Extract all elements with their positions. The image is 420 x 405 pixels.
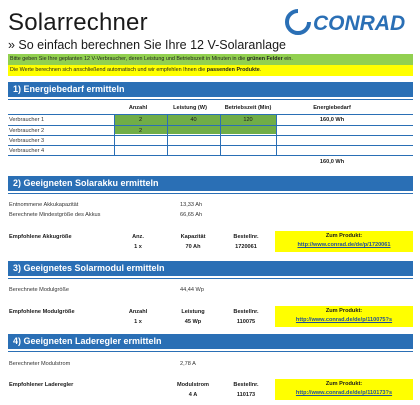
akku-col-kapazitaet: Kapazität xyxy=(180,234,206,240)
regler-product-link[interactable]: http://www.conrad.de/de/p/110173?s xyxy=(295,390,393,396)
modul-berechnet-label: Berechnete Modulgröße xyxy=(9,287,70,293)
section-1-header: 1) Energiebedarf ermitteln xyxy=(8,82,413,97)
akku-mindest-value: 66,65 Ah xyxy=(180,212,203,218)
akku-val-bestellnr: 1720061 xyxy=(235,244,257,250)
row-3-label: Verbraucher 3 xyxy=(9,138,45,144)
info-automatic: Die Werte berechnen sich anschließend automatisch und wir empfehlen Ihnen die passenden Produkte. xyxy=(8,65,413,76)
modul-val-bestellnr: 110075 xyxy=(236,319,256,325)
conrad-logo xyxy=(285,8,413,36)
row-1-label: Verbraucher 1 xyxy=(9,117,45,123)
section-2-rule xyxy=(8,193,413,194)
modul-val-leistung: 45 Wp xyxy=(184,319,202,325)
section-4-rule xyxy=(8,351,413,352)
page-title: Solarrechner xyxy=(8,9,148,36)
row-1-energie: 160,0 Wh xyxy=(319,117,345,123)
modul-col-leistung: Leistung xyxy=(181,309,205,315)
regler-val-bestellnr: 110173 xyxy=(236,392,256,398)
modul-berechnet-value: 44,44 Wp xyxy=(180,287,204,293)
logo-text: CONRAD xyxy=(313,12,406,35)
regler-val-modulstrom: 4 A xyxy=(188,392,198,398)
akku-product-label: Zum Produkt: xyxy=(325,233,363,239)
modul-col-bestellnr: Bestellnr. xyxy=(233,309,259,315)
akku-empfohlen-label: Empfohlene Akkugröße xyxy=(9,234,72,240)
page-subtitle: » So einfach berechnen Sie Ihre 12 V-Solaranlage xyxy=(8,38,286,52)
regler-empfohlen-label: Empfohlener Laderegler xyxy=(9,382,74,388)
row-4-label: Verbraucher 4 xyxy=(9,148,45,154)
akku-val-kapazitaet: 70 Ah xyxy=(185,244,201,250)
akku-col-anz: Anz. xyxy=(132,234,144,240)
akku-val-anz: 1 x xyxy=(134,244,142,250)
section-4-header: 4) Geeigneten Laderegler ermitteln xyxy=(8,334,413,349)
section-3-rule xyxy=(8,278,413,279)
akku-entnommen-value: 13,33 Ah xyxy=(180,202,203,208)
regler-modulstrom-value: 2,78 A xyxy=(180,361,196,367)
row-1-anzahl-input[interactable]: 2 xyxy=(138,117,143,123)
section-2-header: 2) Geeigneten Solarakku ermitteln xyxy=(8,176,413,191)
col-anzahl-header: Anzahl xyxy=(128,105,148,111)
modul-product-link[interactable]: http://www.conrad.de/de/p/110075?s xyxy=(295,317,393,323)
row-2-label: Verbraucher 2 xyxy=(9,128,45,134)
modul-product-label: Zum Produkt: xyxy=(325,308,363,314)
row-2-anzahl-input[interactable]: 2 xyxy=(138,128,143,134)
akku-mindest-label: Berechnete Mindestgröße des Akkus xyxy=(9,212,101,218)
regler-col-modulstrom: Modulstrom xyxy=(176,382,209,388)
energie-total: 160,0 Wh xyxy=(319,159,345,165)
section-1-rule xyxy=(8,99,413,100)
akku-col-bestellnr: Bestellnr. xyxy=(233,234,259,240)
section-3-header: 3) Geeignetes Solarmodul ermitteln xyxy=(8,261,413,276)
regler-modulstrom-label: Berechneter Modulstrom xyxy=(9,361,71,367)
col-betriebszeit-header: Betriebszeit (Min) xyxy=(224,105,272,111)
modul-col-anzahl: Anzahl xyxy=(128,309,148,315)
regler-col-bestellnr: Bestellnr. xyxy=(233,382,259,388)
akku-entnommen-label: Entnommene Akkukapazität xyxy=(9,202,79,208)
row-1-leistung-input[interactable]: 40 xyxy=(190,117,197,123)
regler-product-label: Zum Produkt: xyxy=(325,381,363,387)
akku-product-link[interactable]: http://www.conrad.de/de/p/1720061 xyxy=(297,242,391,248)
modul-empfohlen-label: Empfohlene Modulgröße xyxy=(9,309,75,315)
col-leistung-header: Leistung (W) xyxy=(173,105,207,111)
info-instructions: Bitte geben Sie Ihre geplanten 12 V-Verbraucher, deren Leistung und Betriebszeit in Minuten in die grünen Felder ein. xyxy=(8,54,413,65)
row-1-zeit-input[interactable]: 120 xyxy=(243,117,253,123)
modul-val-anzahl: 1 x xyxy=(134,319,142,325)
col-energiebedarf-header: Energiebedarf xyxy=(313,105,351,111)
